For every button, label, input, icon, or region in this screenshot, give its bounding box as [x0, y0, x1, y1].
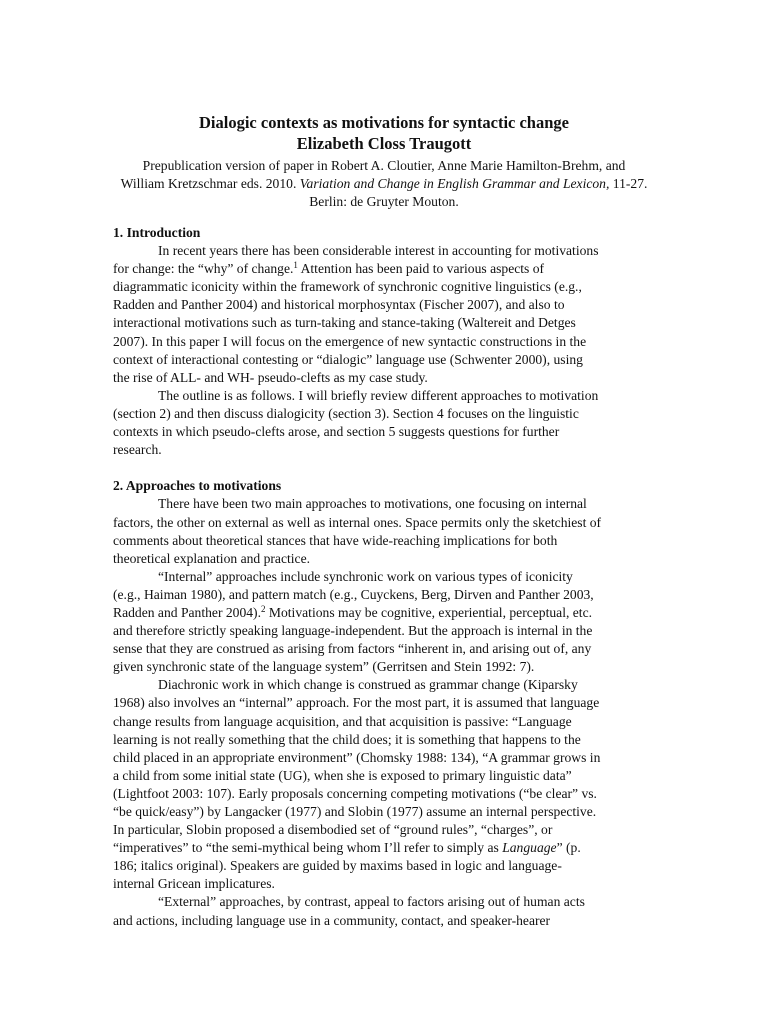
paper-body — [113, 224, 658, 930]
text-line: 2007). In this paper I will focus on the emergence of new syntactic constructions in the — [113, 333, 587, 349]
footnote-marker: 1 — [293, 260, 298, 271]
publication-note-line: Prepublication version of paper in Robert A. Cloutier, Anne Marie Hamilton-Brehm, and — [142, 158, 626, 173]
text-line: a child from some initial state (UG), when she is exposed to primary linguistic data” — [113, 767, 572, 783]
paper-title: Dialogic contexts as motivations for syntactic change — [199, 113, 569, 132]
text-line: In particular, Slobin proposed a disembodied set of “ground rules”, “charges”, or — [113, 822, 553, 838]
text-line: (section 2) and then discuss dialogicity (section 3). Section 4 focuses on the linguistic — [113, 405, 579, 421]
book-title: Variation and Change in English Grammar and Lexicon, — [299, 176, 610, 192]
text-line: and actions, including language use in a community, contact, and speaker-hearer — [113, 912, 551, 928]
text-line: (Lightfoot 2003: 107). Early proposals concerning competing motivations (“be clear” vs. — [113, 785, 597, 801]
text-line: comments about theoretical stances that have wide-reaching implications for both — [113, 532, 558, 548]
text-line: contexts in which pseudo-clefts arose, and section 5 suggests questions for further — [113, 424, 560, 440]
text-line: Diachronic work in which change is construed as grammar change (Kiparsky — [158, 677, 578, 693]
publication-note-line: William Kretzschmar eds. 2010. Variation and Change in English Grammar and Lexicon, 11-27. — [120, 176, 648, 192]
text-line: (e.g., Haiman 1980), and pattern match (e.g., Cuyckens, Berg, Dirven and Panther 2003, — [113, 586, 594, 602]
text-line: for change: the “why” of change.$^1$ Attention has been paid to various aspects of — [113, 260, 545, 277]
text-line: factors, the other on external as well as internal ones. Space permits only the sketchiest of — [113, 514, 602, 530]
text-line: In recent years there has been considerable interest in accounting for motivations — [158, 243, 599, 259]
text-line: Radden and Panther 2004) and historical morphosyntax (Fischer 2007), and also to — [113, 297, 565, 313]
text-line: 1968) also involves an “internal” approach. For the most part, it is assumed that language — [113, 695, 600, 711]
text-line: internal Gricean implicatures. — [113, 876, 275, 892]
footnote-marker: 2 — [261, 603, 266, 614]
text-line: interactional motivations such as turn-taking and stance-taking (Waltereit and Detges — [113, 315, 576, 331]
text-line: given synchronic state of the language system” (Gerritsen and Stein 1992: 7). — [113, 659, 535, 675]
publication-note-line: Berlin: de Gruyter Mouton. — [309, 194, 459, 210]
text-line: The outline is as follows. I will briefly review different approaches to motivation — [158, 387, 599, 403]
paragraph-gap — [113, 459, 658, 477]
text-line: 186; italics original). Speakers are guided by maxims based in logic and language- — [113, 858, 562, 874]
section-heading: 2. Approaches to motivations — [113, 478, 282, 494]
text-line: sense that they are construed as arising from factors “inherent in, and arising out of, any — [113, 641, 592, 657]
paper-author: Elizabeth Closs Traugott — [296, 134, 472, 153]
text-line: diagrammatic iconicity within the framework of synchronic cognitive linguistics (e.g., — [113, 279, 582, 295]
italic-term: Language — [502, 840, 557, 856]
text-line: “imperatives” to “the semi-mythical being whom I’ll refer to simply as Language” (p. — [113, 840, 581, 856]
text-line: There have been two main approaches to motivations, one focusing on internal — [158, 496, 587, 512]
text-line: child placed in an appropriate environment” (Chomsky 1988: 134), “A grammar grows in — [113, 749, 601, 765]
text-line: “be quick/easy”) by Langacker (1977) and Slobin (1977) assume an internal perspective. — [113, 804, 597, 819]
text-line: “Internal” approaches include synchronic work on various types of iconicity — [158, 568, 573, 584]
text-line: “External” approaches, by contrast, appeal to factors arising out of human acts — [158, 894, 585, 910]
text-line: change results from language acquisition, and that acquisition is passive: “Language — [113, 713, 572, 729]
text-line: learning is not really something that the child does; it is something that happens to the — [113, 731, 581, 747]
publication-note — [100, 157, 668, 211]
paper-header — [100, 112, 668, 211]
text-line: and therefore strictly speaking language-independent. But the approach is internal in the — [113, 623, 593, 639]
text-line: the rise of ALL- and WH- pseudo-clefts as my case study. — [113, 369, 428, 385]
text-line: context of interactional contesting or “dialogic” language use (Schwenter 2000), using — [113, 351, 583, 367]
text-line: theoretical explanation and practice. — [113, 550, 311, 566]
section-heading: 1. Introduction — [113, 225, 201, 240]
text-line: research. — [113, 442, 162, 458]
text-line: Radden and Panther 2004).$^2$ Motivations may be cognitive, experiential, perceptual, etc. — [113, 603, 593, 620]
